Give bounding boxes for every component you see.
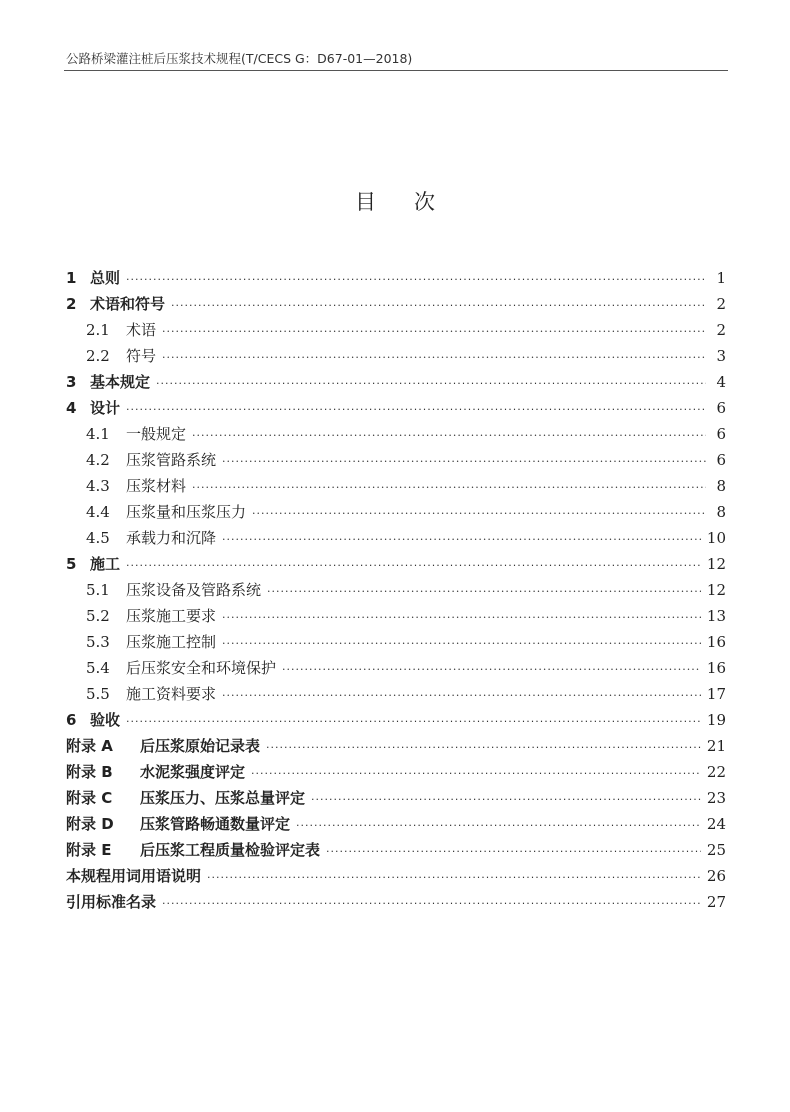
dot-leader [126,403,706,416]
toc-entry-page: 13 [706,607,726,625]
dot-leader [222,637,701,650]
toc-entry-page: 27 [706,893,726,911]
header-rule [64,70,728,71]
toc-entry-number: 4.3 [86,477,110,495]
toc-entry-label: 压浆施工控制 [126,633,217,651]
toc-entry-page: 10 [706,529,726,547]
dot-leader [126,559,701,572]
toc-entry[interactable] [66,449,726,475]
toc-entry[interactable] [66,501,726,527]
toc-entry[interactable] [66,865,726,891]
toc-entry[interactable] [66,709,726,735]
dot-leader [207,871,701,884]
dot-leader [222,611,701,624]
toc-entry-page: 12 [706,555,726,573]
toc-entry-label: 基本规定 [90,373,151,391]
toc-entry-number: 5 [66,555,77,573]
dot-leader [251,767,701,780]
toc-entry-number: 5.5 [86,685,110,703]
toc-entry-number: 4.5 [86,529,110,547]
toc-entry[interactable] [66,839,726,865]
toc-entry-label: 后压浆原始记录表 [140,737,261,755]
dot-leader [222,689,701,702]
toc-entry-number: 5.1 [86,581,110,599]
toc-entry-number: 1 [66,269,77,287]
toc-entry-number: 2.2 [86,347,110,365]
toc-entry-label: 水泥浆强度评定 [140,763,246,781]
toc-entry-label: 承载力和沉降 [126,529,217,547]
running-header: 公路桥梁灌注桩后压浆技术规程(T/CECS G：D67-01—2018) [66,51,413,66]
toc-entry-page: 6 [716,425,726,443]
dot-leader [296,819,701,832]
toc-entry-label: 压浆量和压浆压力 [126,503,247,521]
dot-leader [326,845,701,858]
toc-entry-number: 4 [66,399,77,417]
toc-entry[interactable] [66,735,726,761]
toc-entry[interactable] [66,319,726,345]
toc-entry-label: 引用标准名录 [66,893,157,911]
toc-entry-page: 16 [706,633,726,651]
toc-entry-number: 4.4 [86,503,110,521]
toc-entry[interactable] [66,267,726,293]
toc-entry[interactable] [66,787,726,813]
toc-entry-number: 3 [66,373,77,391]
toc-entry-page: 4 [716,373,726,391]
toc-entry[interactable] [66,371,726,397]
toc-entry-label: 术语和符号 [90,295,166,313]
toc-entry-label: 压浆管路畅通数量评定 [140,815,291,833]
toc-entry-page: 16 [706,659,726,677]
toc-entry-label: 压浆施工要求 [126,607,217,625]
dot-leader [222,533,701,546]
toc-entry[interactable] [66,475,726,501]
toc-entry-label: 压浆压力、压浆总量评定 [140,789,306,807]
toc-entry-label: 验收 [90,711,121,729]
dot-leader [282,663,701,676]
dot-leader [192,429,706,442]
toc-entry-number: 附录 E [66,841,112,859]
toc-entry-label: 术语 [126,321,157,339]
toc-entry-page: 21 [706,737,726,755]
toc-entry[interactable] [66,397,726,423]
dot-leader [156,377,706,390]
toc-entry-label: 设计 [90,399,121,417]
dot-leader [222,455,706,468]
toc-entry-page: 2 [716,295,726,313]
toc-entry-label: 后压浆安全和环境保护 [126,659,277,677]
dot-leader [162,351,706,364]
toc-entry[interactable] [66,891,726,917]
toc-entry-number: 6 [66,711,77,729]
toc-entry[interactable] [66,579,726,605]
toc-entry-page: 8 [716,503,726,521]
toc-entry-number: 5.4 [86,659,110,677]
dot-leader [267,585,701,598]
toc-entry-number: 4.2 [86,451,110,469]
table-of-contents [66,267,726,917]
toc-entry-number: 附录 B [66,763,113,781]
toc-entry[interactable] [66,813,726,839]
toc-entry[interactable] [66,293,726,319]
toc-entry-number: 附录 D [66,815,114,833]
toc-entry-page: 8 [716,477,726,495]
toc-entry-label: 施工资料要求 [126,685,217,703]
toc-entry-label: 压浆材料 [126,477,187,495]
toc-entry-page: 25 [706,841,726,859]
dot-leader [266,741,701,754]
toc-entry-page: 1 [716,269,726,287]
dot-leader [192,481,706,494]
dot-leader [311,793,701,806]
toc-entry-label: 一般规定 [126,425,187,443]
toc-entry-label: 后压浆工程质量检验评定表 [140,841,321,859]
dot-leader [252,507,706,520]
toc-entry-page: 26 [706,867,726,885]
toc-entry[interactable] [66,657,726,683]
dot-leader [126,715,701,728]
toc-entry-label: 总则 [90,269,121,287]
toc-entry-number: 2.1 [86,321,110,339]
dot-leader [162,325,706,338]
toc-entry[interactable] [66,631,726,657]
toc-entry-label: 本规程用词用语说明 [66,867,202,885]
toc-entry-number: 附录 C [66,789,113,807]
dot-leader [171,299,706,312]
toc-entry[interactable] [66,423,726,449]
toc-entry-page: 6 [716,451,726,469]
toc-entry-number: 4.1 [86,425,110,443]
toc-entry-page: 2 [716,321,726,339]
toc-entry-label: 压浆设备及管路系统 [126,581,262,599]
dot-leader [126,273,706,286]
toc-entry-number: 2 [66,295,77,313]
toc-entry-page: 19 [706,711,726,729]
toc-entry[interactable] [66,345,726,371]
toc-entry-page: 6 [716,399,726,417]
toc-entry-number: 附录 A [66,737,113,755]
toc-entry-page: 22 [706,763,726,781]
toc-entry-label: 施工 [90,555,121,573]
toc-entry-number: 5.3 [86,633,110,651]
page-title: 目次 [355,190,473,214]
toc-entry[interactable] [66,553,726,579]
toc-entry[interactable] [66,605,726,631]
toc-entry-label: 压浆管路系统 [126,451,217,469]
toc-entry-page: 12 [706,581,726,599]
toc-entry[interactable] [66,761,726,787]
toc-entry[interactable] [66,683,726,709]
toc-entry-page: 23 [706,789,726,807]
toc-entry-page: 3 [716,347,726,365]
toc-entry-page: 24 [706,815,726,833]
toc-entry-number: 5.2 [86,607,110,625]
toc-entry-page: 17 [706,685,726,703]
toc-entry[interactable] [66,527,726,553]
toc-entry-label: 符号 [126,347,157,365]
dot-leader [162,897,701,910]
